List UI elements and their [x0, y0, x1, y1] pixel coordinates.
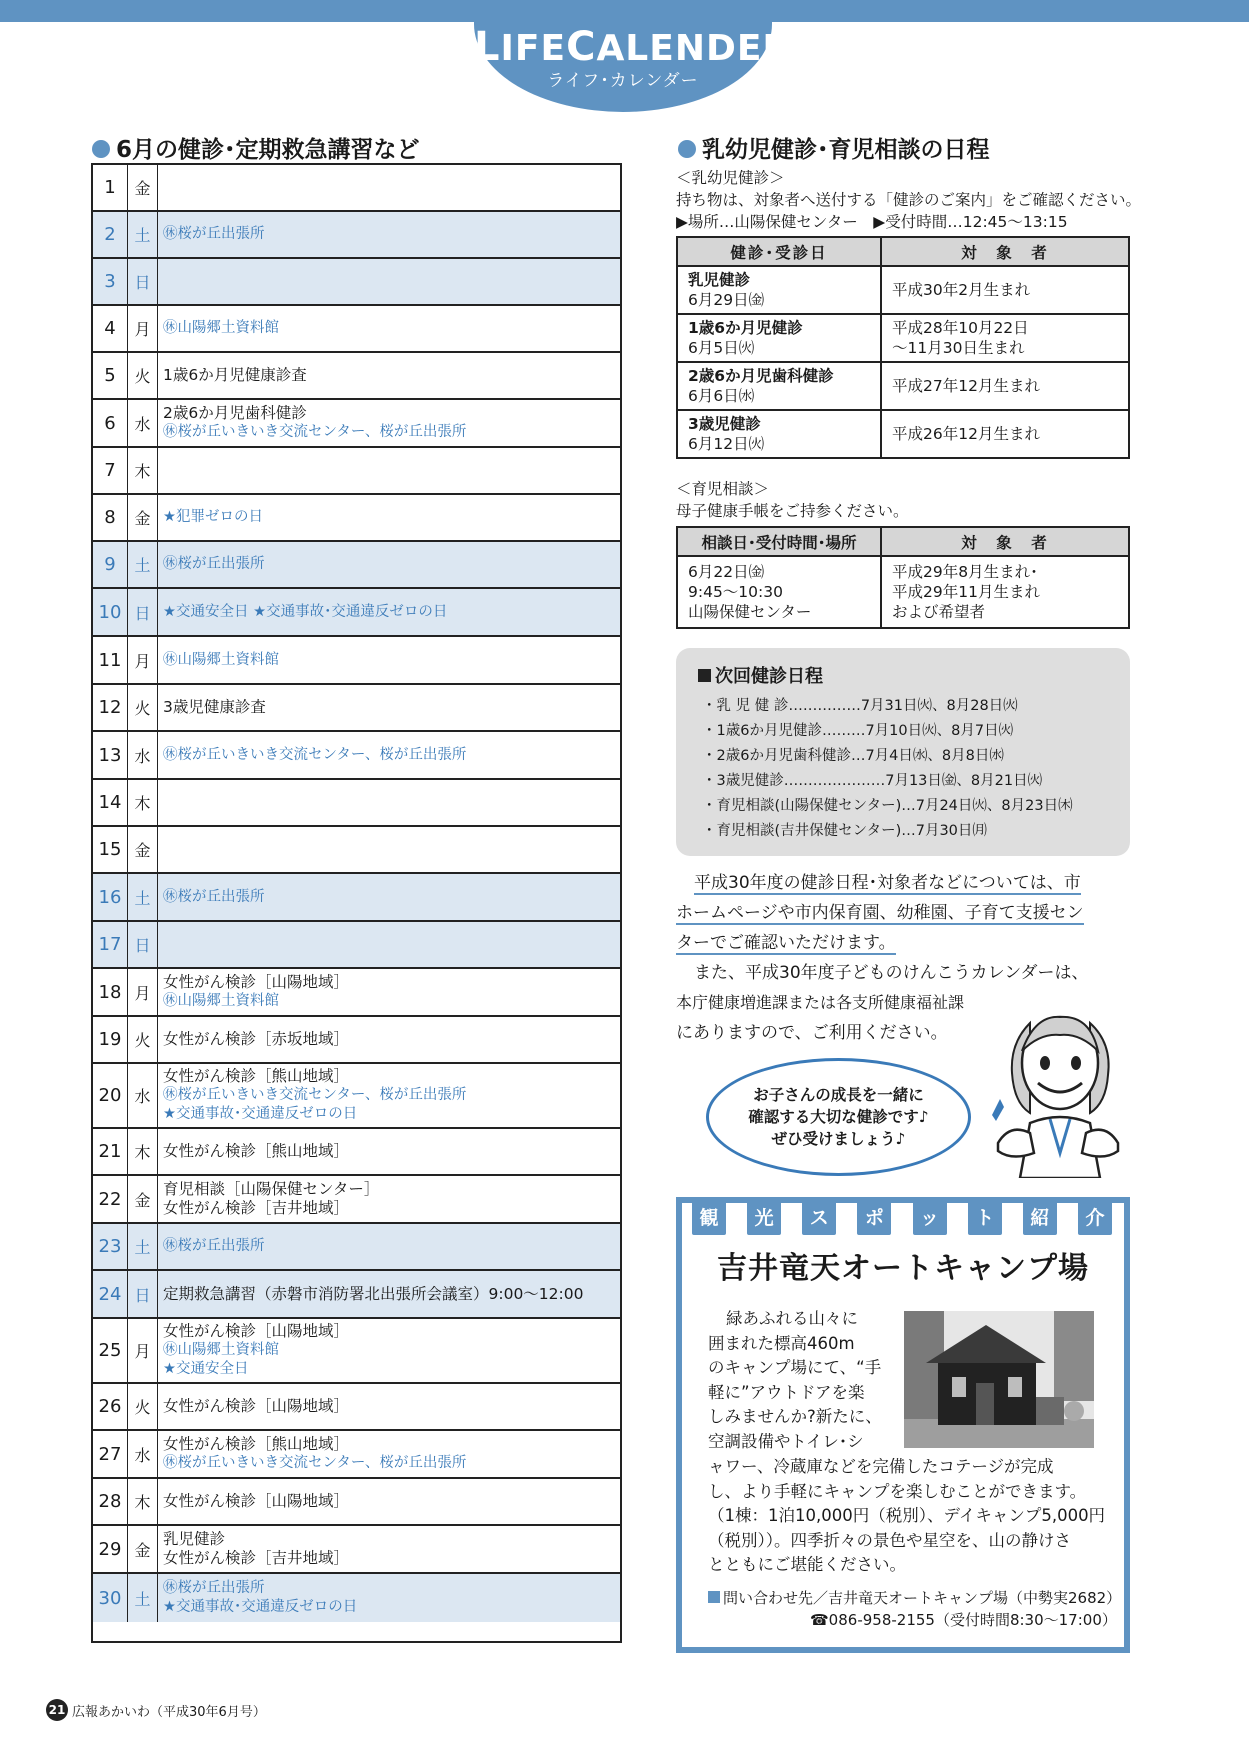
target-cell: 平成27年12月生まれ — [881, 362, 1129, 410]
calendar-day: 13 — [93, 732, 128, 778]
calendar-day: 6 — [93, 400, 128, 446]
contact-info: 問い合わせ先／吉井竜天オートキャンプ場（中勢実2682） ☎086-958-2155（受付時間8:30～17:00） — [708, 1587, 1121, 1631]
calendar-row — [93, 495, 620, 542]
calendar-day: 1 — [93, 165, 128, 210]
closure-or-notice-text: ㊡桜が丘出張所 — [163, 888, 265, 905]
publication-name: 広報あかいわ（平成30年6月号） — [72, 1704, 266, 1720]
event-text: 2歳6か月児歯科健診 — [163, 404, 307, 422]
calendar-weekday: 月 — [128, 637, 158, 683]
calendar-day: 22 — [93, 1176, 128, 1222]
soudan-label: ＜育児相談＞ — [676, 480, 770, 498]
exam-cell: 3歳児健診 6月12日㈫ — [677, 410, 881, 458]
schedule-item: ・2歳6か月児歯科健診…7月4日㈬、8月8日㈬ — [702, 748, 1004, 764]
calendar-events — [158, 780, 620, 825]
calendar-row — [93, 637, 620, 685]
calendar-day: 14 — [93, 780, 128, 825]
table-row — [677, 314, 1129, 362]
soudan-target-cell: 平成29年8月生まれ･ 平成29年11月生まれ および希望者 — [881, 556, 1129, 628]
event-text: 3歳児健康診査 — [163, 698, 266, 716]
calendar-day: 8 — [93, 495, 128, 540]
table-header-row — [677, 237, 1129, 266]
calendar-day: 21 — [93, 1129, 128, 1174]
square-bullet-icon — [698, 669, 711, 682]
calendar-events — [158, 1017, 620, 1062]
calendar-weekday: 木 — [128, 780, 158, 825]
calendar-day: 4 — [93, 306, 128, 351]
calendar-events — [158, 1224, 620, 1269]
event-text: 女性がん検診［山陽地域］ — [163, 1492, 350, 1510]
cottage-photo — [904, 1311, 1094, 1448]
band-char: 光 — [747, 1197, 781, 1235]
closure-or-notice-text: ★犯罪ゼロの日 — [163, 509, 263, 525]
calendar-row — [93, 1271, 620, 1319]
closure-or-notice-text: ㊡山陽郷土資料館 — [163, 993, 279, 1009]
calendar-day: 23 — [93, 1224, 128, 1269]
calendar-weekday: 土 — [128, 542, 158, 587]
calendar-events — [158, 1319, 620, 1382]
calendar-events — [158, 874, 620, 920]
calendar-weekday: 金 — [128, 1176, 158, 1222]
calendar-row — [93, 1526, 620, 1574]
table-header: 対 象 者 — [881, 237, 1129, 266]
calendar-events — [158, 400, 620, 446]
calendar-weekday: 水 — [128, 732, 158, 778]
calendar-row — [93, 1017, 620, 1064]
calendar-events — [158, 1129, 620, 1174]
calendar-events — [158, 1479, 620, 1524]
calendar-row — [93, 1574, 620, 1622]
event-text: 女性がん検診［熊山地域］ — [163, 1067, 350, 1085]
calendar-day: 28 — [93, 1479, 128, 1524]
calendar-day: 10 — [93, 589, 128, 635]
calendar-weekday: 木 — [128, 448, 158, 493]
calendar-day: 30 — [93, 1574, 128, 1622]
target-cell: 平成28年10月22日 ～11月30日生まれ — [881, 314, 1129, 362]
event-text: 乳児健診 — [163, 1530, 226, 1548]
event-text: 定期救急講習（赤磐市消防署北出張所会議室）9:00～12:00 — [163, 1284, 584, 1303]
calendar-row — [93, 1129, 620, 1176]
tourist-spot-band — [692, 1197, 1112, 1239]
exam-cell: 1歳6か月児健診 6月5日㈫ — [677, 314, 881, 362]
event-text: 1歳6か月児健康診査 — [163, 366, 307, 384]
event-text: 女性がん検診［山陽地域］ — [163, 1397, 350, 1415]
calendar-row — [93, 732, 620, 780]
calendar-events — [158, 306, 620, 351]
event-text: 女性がん検診［熊山地域］ — [163, 1142, 350, 1160]
soudan-date-cell: 6月22日㈮ 9:45～10:30 山陽保健センター — [677, 556, 881, 628]
calendar-weekday: 木 — [128, 1479, 158, 1524]
calendar-row — [93, 589, 620, 637]
closure-or-notice-text: ㊡山陽郷土資料館 — [163, 651, 279, 668]
calendar-weekday: 木 — [128, 1129, 158, 1174]
page-subtitle: ライフ･カレンダー — [547, 71, 699, 91]
calendar-events — [158, 1271, 620, 1317]
next-schedule-title: 次回健診日程 — [698, 662, 1108, 688]
closure-or-notice-text: ㊡桜が丘いきいき交流センター、桜が丘出張所 — [163, 1455, 467, 1471]
calendar-day: 2 — [93, 212, 128, 257]
target-cell: 平成26年12月生まれ — [881, 410, 1129, 458]
calendar-row — [93, 165, 620, 212]
calendar-day: 16 — [93, 874, 128, 920]
table-row — [677, 556, 1129, 628]
exam-cell: 乳児健診 6月29日㈮ — [677, 266, 881, 314]
closure-or-notice-text: ★交通事故･交通違反ゼロの日 — [163, 1106, 358, 1122]
kenshin-table — [676, 236, 1130, 459]
band-char: 紹 — [1023, 1197, 1057, 1235]
calendar-weekday: 土 — [128, 1574, 158, 1622]
calendar-day: 11 — [93, 637, 128, 683]
page-footer — [46, 1699, 266, 1721]
info-line: にありますので、ご利用ください。 — [676, 1023, 948, 1043]
event-text: 女性がん検診［赤坂地域］ — [163, 1030, 350, 1048]
calendar-day: 7 — [93, 448, 128, 493]
info-line: 本庁健康増進課または各支所健康福祉課 — [676, 993, 965, 1012]
calendar-day: 18 — [93, 969, 128, 1015]
calendar-weekday: 金 — [128, 165, 158, 210]
calendar-row — [93, 259, 620, 306]
calendar-row — [93, 1319, 620, 1384]
calendar-events — [158, 495, 620, 540]
calendar-row — [93, 1064, 620, 1129]
calendar-day: 20 — [93, 1064, 128, 1127]
calendar-events — [158, 827, 620, 872]
closure-or-notice-text: ㊡桜が丘いきいき交流センター、桜が丘出張所 — [163, 424, 467, 440]
calendar-weekday: 日 — [128, 589, 158, 635]
closure-or-notice-text: ㊡桜が丘いきいき交流センター、桜が丘出張所 — [163, 1087, 467, 1103]
event-calendar-table — [91, 163, 622, 1643]
schedule-item: ・乳 児 健 診……………7月31日㈫、8月28日㈫ — [702, 698, 1018, 714]
table-header: 相談日･受付時間･場所 — [677, 527, 881, 556]
band-char: 観 — [692, 1197, 726, 1235]
target-cell: 平成30年2月生まれ — [881, 266, 1129, 314]
schedule-item: ・1歳6か月児健診………7月10日㈫、8月7日㈫ — [702, 723, 1014, 739]
tourist-description-wide: ャワー、冷蔵庫などを完備したコテージが完成 し、より手軽にキャンプを楽しむことができます。 （1棟：1泊10,000円（税別）、デイキャンプ5,000円 （税別））。四季折々の景色や星空を、山の静けさ とともにご堪能ください。 — [708, 1457, 1106, 1575]
calendar-day: 29 — [93, 1526, 128, 1572]
band-char: ポ — [857, 1197, 891, 1235]
calendar-events — [158, 637, 620, 683]
exam-cell: 2歳6か月児歯科健診 6月6日㈬ — [677, 362, 881, 410]
closure-or-notice-text: ㊡桜が丘いきいき交流センター、桜が丘出張所 — [163, 746, 467, 763]
calendar-events — [158, 165, 620, 210]
calendar-events — [158, 685, 620, 730]
calendar-events — [158, 732, 620, 778]
calendar-weekday: 土 — [128, 212, 158, 257]
event-text: 女性がん検診［山陽地域］ — [163, 973, 350, 991]
calendar-day: 9 — [93, 542, 128, 587]
bullet-icon — [678, 140, 696, 158]
calendar-weekday: 火 — [128, 685, 158, 730]
calendar-events — [158, 1176, 620, 1222]
kenshin-label: ＜乳幼児健診＞ — [676, 169, 785, 187]
calendar-day: 5 — [93, 353, 128, 398]
infant-heading: 乳幼児健診･育児相談の日程 — [678, 131, 990, 164]
tourist-spot-title: 吉井竜天オートキャンプ場 — [717, 1251, 1089, 1286]
closure-or-notice-text: ㊡桜が丘出張所 — [163, 1580, 265, 1596]
event-text: 女性がん検診［吉井地域］ — [163, 1199, 350, 1217]
closure-or-notice-text: ★交通安全日 ★交通事故･交通違反ゼロの日 — [163, 603, 448, 620]
page-title: LIFECALENDER — [474, 24, 792, 70]
event-text: 女性がん検診［山陽地域］ — [163, 1322, 350, 1340]
event-text: 女性がん検診［吉井地域］ — [163, 1549, 350, 1567]
calendar-weekday: 金 — [128, 827, 158, 872]
kenshin-note: 持ち物は、対象者へ送付する「健診のご案内」をご確認ください。 — [676, 191, 1142, 209]
calendar-events — [158, 212, 620, 257]
calendar-events — [158, 969, 620, 1015]
calendar-events — [158, 448, 620, 493]
calendar-row — [93, 922, 620, 969]
calendar-events — [158, 1431, 620, 1477]
table-row — [677, 362, 1129, 410]
calendar-row — [93, 874, 620, 922]
event-text: 女性がん検診［熊山地域］ — [163, 1435, 350, 1453]
kenshin-place: ▶場所…山陽保健センター ▶受付時間…12:45～13:15 — [676, 213, 1068, 231]
calendar-weekday: 月 — [128, 306, 158, 351]
page-number: 21 — [46, 1699, 68, 1721]
closure-or-notice-text: ㊡桜が丘出張所 — [163, 556, 265, 572]
calendar-day: 19 — [93, 1017, 128, 1062]
calendar-events — [158, 1526, 620, 1572]
table-header: 対 象 者 — [881, 527, 1129, 556]
calendar-weekday: 火 — [128, 353, 158, 398]
closure-or-notice-text: ★交通事故･交通違反ゼロの日 — [163, 1599, 358, 1615]
calendar-weekday: 日 — [128, 922, 158, 967]
calendar-weekday: 日 — [128, 259, 158, 304]
mascot-nurse-icon — [990, 1003, 1125, 1178]
calendar-day: 3 — [93, 259, 128, 304]
calendar-weekday: 水 — [128, 1431, 158, 1477]
calendar-row — [93, 448, 620, 495]
calendar-weekday: 日 — [128, 1271, 158, 1317]
calendar-events — [158, 1384, 620, 1429]
info-line: ターでご確認いただけます。 — [676, 933, 896, 953]
calendar-weekday: 火 — [128, 1384, 158, 1429]
tourist-spot-box — [676, 1197, 1130, 1653]
next-schedule-box — [676, 648, 1130, 856]
calendar-row — [93, 1384, 620, 1431]
schedule-item: ・育児相談(山陽保健センター)…7月24日㈫、8月23日㈭ — [702, 798, 1073, 814]
calendar-weekday: 水 — [128, 400, 158, 446]
calendar-row — [93, 685, 620, 732]
calendar-weekday: 金 — [128, 1526, 158, 1572]
calendar-day: 26 — [93, 1384, 128, 1429]
calendar-events — [158, 259, 620, 304]
calendar-day: 27 — [93, 1431, 128, 1477]
info-line: また、平成30年度子どものけんこうカレンダーは、 — [694, 963, 1089, 983]
calendar-weekday: 火 — [128, 1017, 158, 1062]
schedule-item: ・育児相談(吉井保健センター)…7月30日㈪ — [702, 823, 987, 839]
band-char: ト — [968, 1197, 1002, 1235]
table-header: 健診･受診日 — [677, 237, 881, 266]
calendar-events — [158, 1064, 620, 1127]
calendar-day: 12 — [93, 685, 128, 730]
speech-bubble: お子さんの成長を一緒に 確認する大切な健診です♪ ぜひ受けましょう♪ — [706, 1058, 971, 1176]
calendar-row — [93, 400, 620, 448]
schedule-item: ・3歳児健診…………………7月13日㈮、8月21日㈫ — [702, 773, 1043, 789]
calendar-day: 24 — [93, 1271, 128, 1317]
closure-or-notice-text: ★交通安全日 — [163, 1361, 249, 1377]
table-row — [677, 410, 1129, 458]
closure-or-notice-text: ㊡桜が丘出張所 — [163, 1238, 265, 1254]
soudan-table — [676, 526, 1130, 629]
info-line: ホームページや市内保育園、幼稚園、子育て支援セン — [676, 903, 1084, 923]
event-text: 育児相談［山陽保健センター］ — [163, 1180, 380, 1198]
calendar-row — [93, 353, 620, 400]
calendar-weekday: 月 — [128, 969, 158, 1015]
calendar-events — [158, 589, 620, 635]
band-char: 介 — [1078, 1197, 1112, 1235]
calendar-row — [93, 212, 620, 259]
calendar-row — [93, 780, 620, 827]
band-char: ス — [802, 1197, 836, 1235]
info-line: 平成30年度の健診日程･対象者などについては、市 — [694, 873, 1081, 893]
band-char: ッ — [913, 1197, 947, 1235]
calendar-weekday: 土 — [128, 874, 158, 920]
calendar-row — [93, 1479, 620, 1526]
closure-or-notice-text: ㊡桜が丘出張所 — [163, 226, 265, 242]
tourist-description-narrow: 緑あふれる山々に 囲まれた標高460m のキャンプ場にて、“手 軽に”アウトドアを楽 しみませんか?新たに、 空調設備やトイレ･シ — [708, 1309, 882, 1451]
calendar-events — [158, 353, 620, 398]
table-row — [677, 266, 1129, 314]
closure-or-notice-text: ㊡山陽郷土資料館 — [163, 320, 279, 336]
calendar-row — [93, 827, 620, 874]
calendar-heading: 6月の健診･定期救急講習など — [92, 131, 420, 164]
calendar-events — [158, 542, 620, 587]
square-bullet-icon — [708, 1591, 720, 1603]
soudan-note: 母子健康手帳をご持参ください。 — [676, 502, 909, 520]
calendar-row — [93, 1431, 620, 1479]
table-header-row — [677, 527, 1129, 556]
calendar-weekday: 水 — [128, 1064, 158, 1127]
calendar-day: 17 — [93, 922, 128, 967]
phone-number: ☎086-958-2155（受付時間8:30～17:00） — [810, 1611, 1117, 1629]
calendar-day: 25 — [93, 1319, 128, 1382]
calendar-row — [93, 969, 620, 1017]
closure-or-notice-text: ㊡山陽郷土資料館 — [163, 1342, 279, 1358]
calendar-row — [93, 542, 620, 589]
calendar-row — [93, 306, 620, 353]
calendar-weekday: 金 — [128, 495, 158, 540]
calendar-weekday: 土 — [128, 1224, 158, 1269]
calendar-row — [93, 1176, 620, 1224]
calendar-events — [158, 922, 620, 967]
calendar-day: 15 — [93, 827, 128, 872]
calendar-weekday: 月 — [128, 1319, 158, 1382]
calendar-events — [158, 1574, 620, 1622]
bullet-icon — [92, 140, 110, 158]
calendar-row — [93, 1224, 620, 1271]
